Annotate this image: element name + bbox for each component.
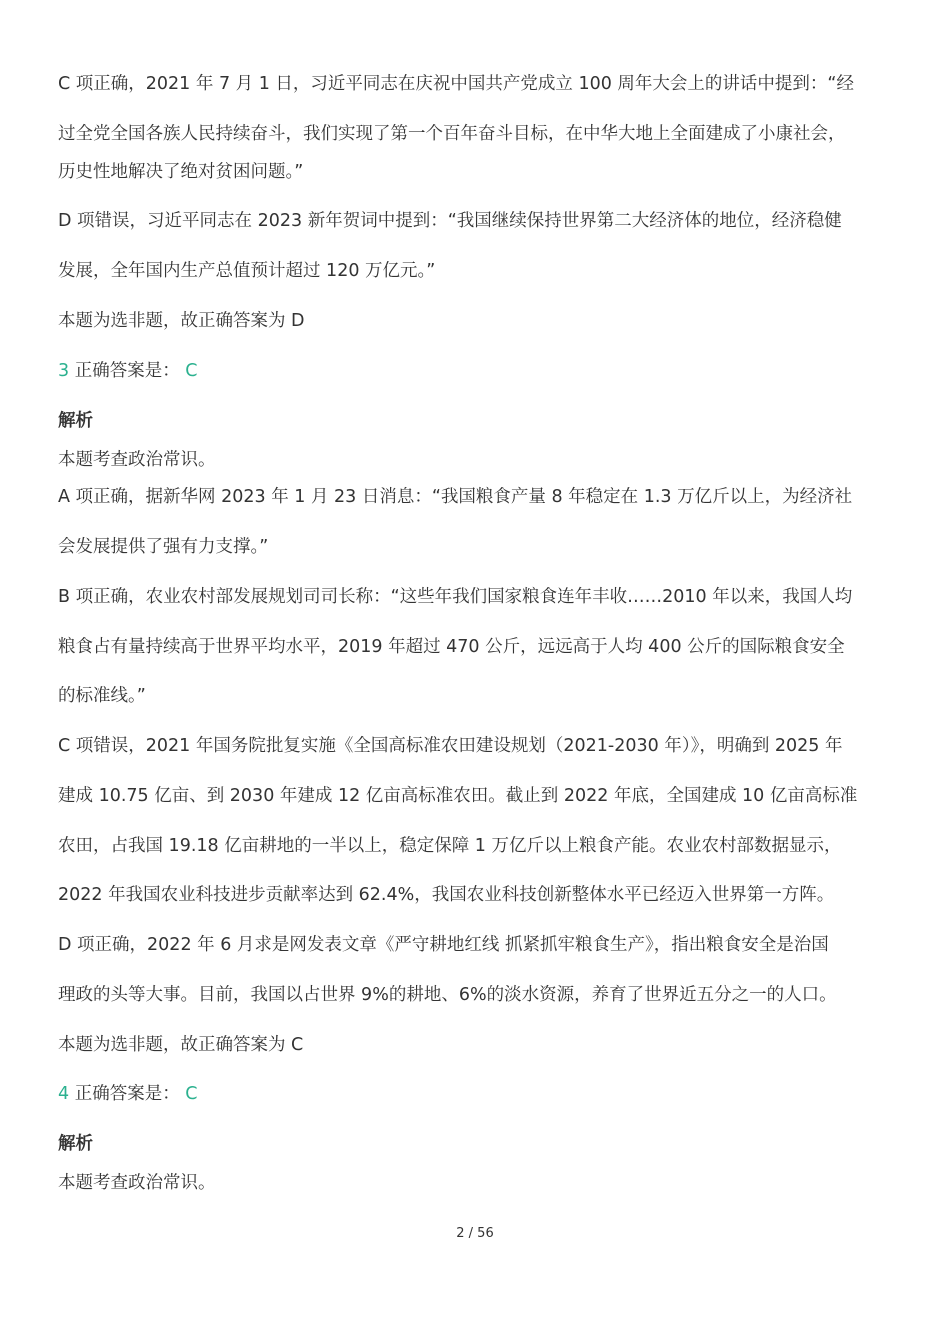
q3-answer-label: 正确答案是： <box>74 361 180 381</box>
q3-answer-line <box>58 346 892 396</box>
q3-option-b-line2: 粮食占有量持续高于世界平均水平，2019 年超过 470 公斤，远远高于人均 400 公斤的国际粮食安全 <box>58 637 845 657</box>
q3-option-c-line1: C 项错误，2021 年国务院批复实施《全国高标准农田建设规划（2021-2030 年）》，明确到 2025 年 <box>58 736 843 756</box>
q3-intro: 本题考查政治常识。 <box>58 450 216 470</box>
q3-option-c-line3: 农田，占我国 19.18 亿亩耕地的一半以上，稳定保障 1 万亿斤以上粮食产能。农业农村部数据显示， <box>58 836 842 856</box>
q2-option-d-line2: 发展，全年国内生产总值预计超过 120 万亿元。” <box>58 261 436 281</box>
q2-option-c-line1: C 项正确，2021 年 7 月 1 日，习近平同志在庆祝中国共产党成立 100 周年大会上的讲话中提到：“经 <box>58 74 854 94</box>
q3-answer: C <box>185 361 198 381</box>
q4-answer-line <box>58 1080 892 1108</box>
q4-answer: C <box>185 1084 198 1104</box>
q3-option-a-line1: A 项正确，据新华网 2023 年 1 月 23 日消息：“我国粮食产量 8 年稳定在 1.3 万亿斤以上，为经济社 <box>58 487 853 507</box>
q2-option-c-line3: 历史性地解决了绝对贫困问题。” <box>58 162 304 182</box>
q4-answer-label: 正确答案是： <box>74 1084 180 1104</box>
q3-analysis-heading: 解析 <box>58 411 93 431</box>
q3-conclusion: 本题为选非题，故正确答案为 C <box>58 1035 304 1055</box>
q2-conclusion: 本题为选非题，故正确答案为 D <box>58 311 305 331</box>
q2-option-d-line1: D 项错误，习近平同志在 2023 新年贺词中提到：“我国继续保持世界第二大经济体的地位，经济稳健 <box>58 211 842 231</box>
q3-option-a-line2: 会发展提供了强有力支撑。” <box>58 537 269 557</box>
q2-option-c-line2: 过全党全国各族人民持续奋斗，我们实现了第一个百年奋斗目标，在中华大地上全面建成了小康社会， <box>58 124 846 144</box>
q3-number: 3 <box>58 361 70 381</box>
page-number: 2 / 56 <box>456 1226 494 1241</box>
q3-option-d-line2: 理政的头等大事。目前，我国以占世界 9%的耕地、6%的淡水资源，养育了世界近五分之一的人口。 <box>58 985 837 1005</box>
q3-option-c-line2: 建成 10.75 亿亩、到 2030 年建成 12 亿亩高标准农田。截止到 2022 年底，全国建成 10 亿亩高标准 <box>58 786 858 806</box>
q3-option-d-line1: D 项正确，2022 年 6 月求是网发表文章《严守耕地红线 抓紧抓牢粮食生产》，指出粮食安全是治国 <box>58 935 829 955</box>
q3-option-b-line1: B 项正确，农业农村部发展规划司司长称：“这些年我们国家粮食连年丰收……2010 年以来，我国人均 <box>58 587 853 607</box>
q4-intro: 本题考查政治常识。 <box>58 1173 216 1193</box>
q4-number: 4 <box>58 1084 70 1104</box>
q3-option-c-line4: 2022 年我国农业科技进步贡献率达到 62.4%，我国农业科技创新整体水平已经迈入世界第一方阵。 <box>58 885 835 905</box>
q3-option-b-line3: 的标准线。” <box>58 686 146 706</box>
q4-analysis-heading: 解析 <box>58 1134 93 1154</box>
